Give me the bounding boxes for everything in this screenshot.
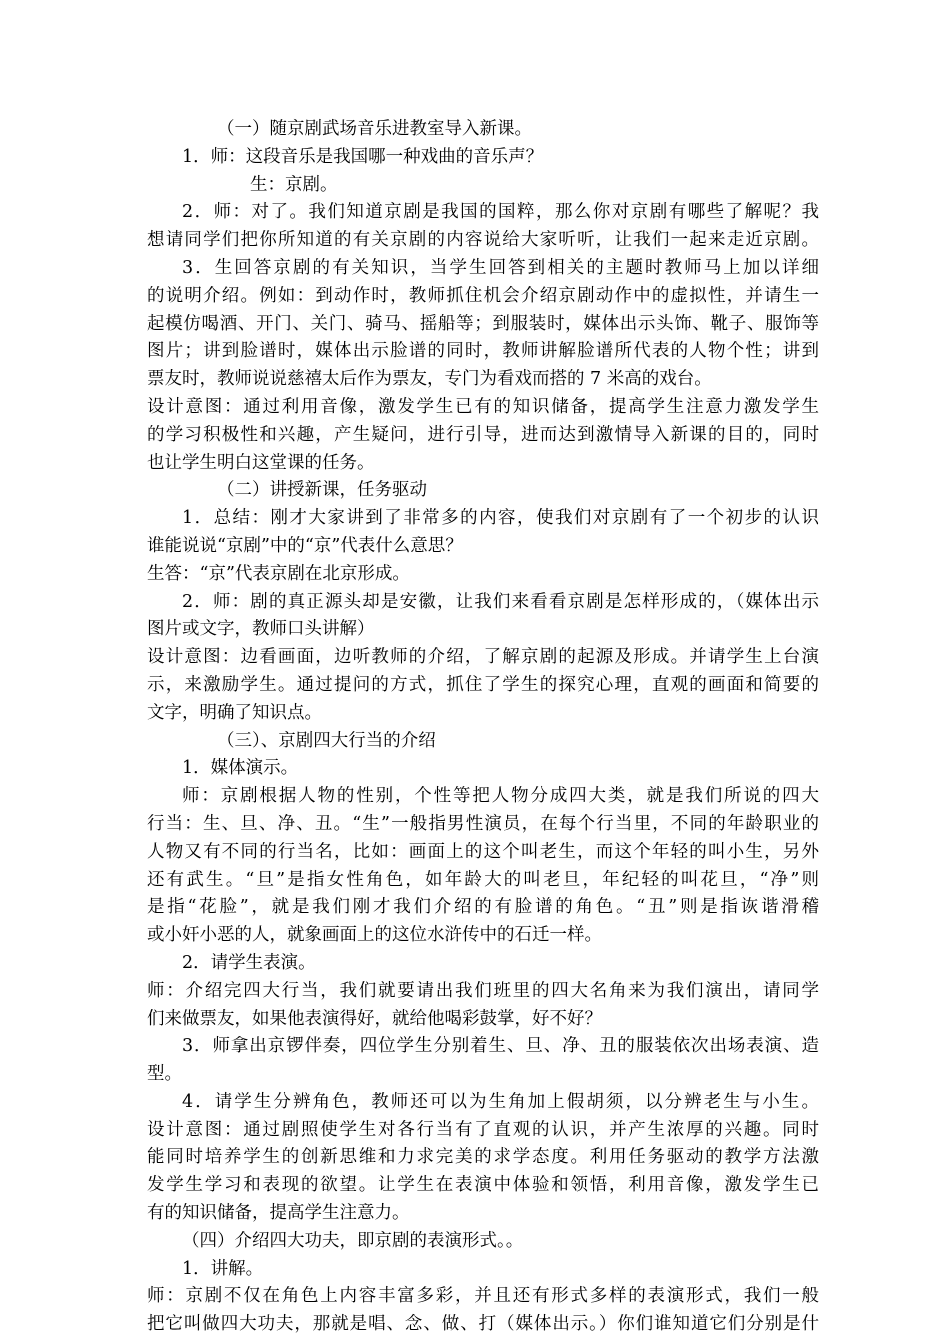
paragraph-line: 起模仿喝酒、开门、关门、骑马、摇船等；到服装时，媒体出示头饰、靴子、服饰等 <box>147 313 819 334</box>
paragraph-line: 把它叫做四大功夫，那就是唱、念、做、打（媒体出示。）你们谁知道它们分别是什 <box>147 1314 819 1335</box>
paragraph-line: 2．师：对了。我们知道京剧是我国的国粹，那么你对京剧有哪些了解呢？我 <box>182 202 819 223</box>
paragraph-line: 想请同学们把你所知道的有关京剧的内容说给大家听听，让我们一起来走近京剧。 <box>147 230 819 251</box>
design-intent-line: 也让学生明白这堂课的任务。 <box>147 452 375 473</box>
design-intent-line: 的学习积极性和兴趣，产生疑问，进行引导，进而达到激情导入新课的目的，同时 <box>147 424 819 445</box>
paragraph-line: 师：京剧不仅在角色上内容丰富多彩，并且还有形式多样的表演形式，我们一般 <box>147 1286 819 1307</box>
design-intent-line: 发学生学习和表现的欲望。让学生在表演中体验和领悟，利用音像，激发学生已 <box>147 1175 819 1196</box>
design-intent-line: 设计意图：通过利用音像，激发学生已有的知识储备，提高学生注意力激发学生 <box>147 396 819 417</box>
paragraph-line: 生：京剧。 <box>250 174 338 195</box>
paragraph-line: 图片或文字，教师口头讲解） <box>147 619 375 640</box>
paragraph-line: 4．请学生分辨角色，教师还可以为生角加上假胡须，以分辨老生与小生。 <box>182 1091 819 1112</box>
paragraph-line: 型。 <box>147 1064 182 1085</box>
paragraph-line: 1．媒体演示。 <box>182 758 299 779</box>
paragraph-line: 是指“花脸”，就是我们刚才我们介绍的有脸谱的角色。“丑”则是指诙谐滑稽 <box>147 897 819 918</box>
paragraph-line: 师：京剧根据人物的性别，个性等把人物分成四大类，就是我们所说的四大 <box>182 786 819 807</box>
paragraph-line: 2．请学生表演。 <box>182 952 316 973</box>
design-intent-line: 能同时培养学生的创新思维和力求完美的求学态度。利用任务驱动的教学方法激 <box>147 1147 819 1168</box>
paragraph-line: 图片；讲到脸谱时，媒体出示脸谱的同时，教师讲解脸谱所代表的人物个性；讲到 <box>147 341 819 362</box>
section-heading-1: （一）随京剧武场音乐进教室导入新课。 <box>217 119 532 139</box>
design-intent-line: 有的知识储备，提高学生注意力。 <box>147 1203 410 1224</box>
paragraph-line: 的说明介绍。例如：到动作时，教师抓住机会介绍京剧动作中的虚拟性，并请生一 <box>147 285 819 306</box>
paragraph-line: 谁能说说“京剧”中的“京”代表什么意思？ <box>147 535 463 556</box>
paragraph-line: 行当：生、旦、净、丑。“生”一般指男性演员，在每个行当里，不同的年龄职业的 <box>147 813 819 834</box>
paragraph-line: 3．生回答京剧的有关知识，当学生回答到相关的主题时教师马上加以详细 <box>182 257 819 278</box>
design-intent-line: 示，来激励学生。通过提问的方式，抓住了学生的探究心理，直观的画面和简要的 <box>147 674 819 695</box>
paragraph-line: 人物又有不同的行当名，比如：画面上的这个叫老生，而这个年轻的叫小生，另外 <box>147 841 819 862</box>
section-heading-2: （二）讲授新课，任务驱动 <box>217 480 427 501</box>
paragraph-line: 1．讲解。 <box>182 1258 264 1279</box>
paragraph-line: 2．师：剧的真正源头却是安徽，让我们来看看京剧是怎样形成的，（媒体出示 <box>182 591 819 612</box>
paragraph-line: 或小奸小恶的人，就象画面上的这位水浒传中的石迁一样。 <box>147 925 602 946</box>
paragraph-line: 师：介绍完四大行当，我们就要请出我们班里的四大名角来为我们演出，请同学 <box>147 980 819 1001</box>
paragraph-line: 票友时，教师说说慈禧太后作为票友，专门为看戏而搭的 7 米高的戏台。 <box>147 369 712 390</box>
design-intent-line: 设计意图：边看画面，边听教师的介绍，了解京剧的起源及形成。并请学生上台演 <box>147 647 819 668</box>
paragraph-line: 生答：“京”代表京剧在北京形成。 <box>147 563 410 584</box>
section-heading-4: （四）介绍四大功夫，即京剧的表演形式。。 <box>182 1230 524 1251</box>
document-page <box>147 116 819 1339</box>
design-intent-line: 设计意图：通过剧照使学生对各行当有了直观的认识，并产生浓厚的兴趣。同时 <box>147 1119 819 1140</box>
section-heading-3: （三）、京剧四大行当的介绍 <box>217 730 436 751</box>
paragraph-line: 3．师拿出京锣伴奏，四位学生分别着生、旦、净、丑的服装依次出场表演、造 <box>182 1036 819 1057</box>
paragraph-line: 还有武生。“旦”是指女性角色，如年龄大的叫老旦，年纪轻的叫花旦，“净”则 <box>147 869 819 890</box>
paragraph-line: 们来做票友，如果他表演得好，就给他喝彩鼓掌，好不好？ <box>147 1008 602 1029</box>
design-intent-line: 文字，明确了知识点。 <box>147 702 322 723</box>
paragraph-line: 1．总结：刚才大家讲到了非常多的内容，使我们对京剧有了一个初步的认识 <box>182 508 819 529</box>
paragraph-line: 1．师：这段音乐是我国哪一种戏曲的音乐声？ <box>182 146 544 167</box>
